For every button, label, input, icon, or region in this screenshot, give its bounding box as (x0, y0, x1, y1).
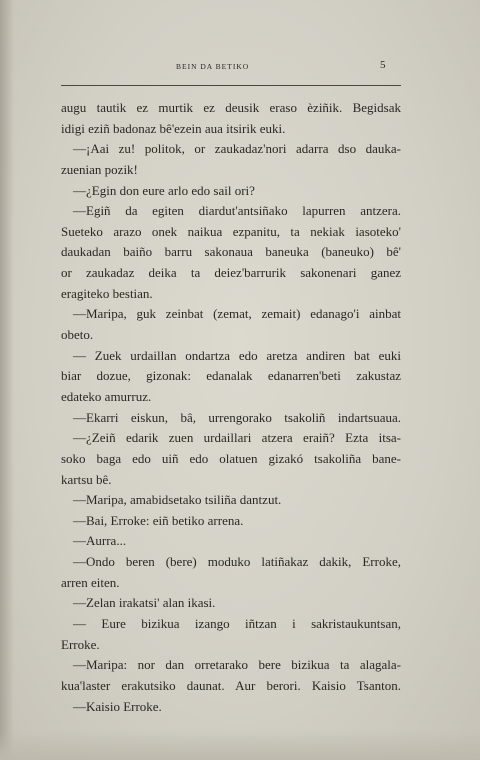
text-line: — Zuek urdaillan ondartza edo aretza andiren bat euki (73, 347, 401, 363)
header-rule (61, 85, 401, 86)
text-line: —Aurra... (73, 533, 127, 549)
body-text (61, 98, 401, 717)
text-line: — Eure bizikua izango iñtzan i sakristaukuntsan, (73, 616, 401, 632)
text-line: —¡Aai zu! politok, or zaukadaz'nori adarra dso dauka- (73, 141, 401, 157)
text-line: biar dozue, gizonak: edanalak edanarren'beti zakustaz (61, 368, 401, 384)
text-line: —Ekarri eiskun, bâ, urrengorako tsakoliñ indartsuaua. (73, 409, 401, 425)
page-number: 5 (380, 59, 386, 71)
text-line: —¿Egin don eure arlo edo sail ori? (73, 182, 255, 198)
text-line: edateko amurruz. (61, 388, 152, 404)
text-line: obeto. (61, 327, 94, 343)
text-line: Sueteko arazo onek naikua ezpanitu, ta nekiak iasoteko' (61, 223, 401, 239)
text-line: —Kaisio Erroke. (73, 698, 162, 714)
text-line: soko baga edo uiñ edo olatuen gizakó tsakoliña bane- (61, 450, 401, 466)
text-line: augu tautik ez murtik ez deusik eraso èziñik. Begidsak (61, 100, 401, 115)
running-head: BEIN DA BETIKO (176, 62, 250, 71)
text-line: —Zelan irakatsi' alan ikasi. (73, 595, 216, 611)
text-line: —¿Zeiñ edarik zuen urdaillari atzera eraiñ? Ezta itsa- (73, 430, 401, 446)
text-line: Erroke. (61, 636, 100, 652)
text-line: or zaukadaz deika ta deiez'barrurik sakonenari ganez (61, 265, 401, 281)
text-line: —Bai, Erroke: eiñ betiko arrena. (73, 512, 244, 528)
text-line: —Ondo beren (bere) moduko latiñakaz dakik, Erroke, (73, 554, 401, 570)
text-line: idigi eziñ badonaz bê'ezein aua itsirik euki. (61, 120, 286, 136)
text-line: daukadan baiño barru sakonaua baneuka (baneuko) bê' (61, 244, 401, 260)
text-line: —Maripa, guk zeinbat (zemat, zemait) edanago'i ainbat (73, 306, 401, 322)
text-line: —Maripa, amabidsetako tsiliña dantzut. (73, 492, 282, 508)
text-line: arren eiten. (61, 574, 120, 590)
text-line: kartsu bê. (61, 471, 112, 487)
text-line: zuenian pozik! (61, 161, 138, 177)
text-line: eragiteko bestian. (61, 285, 153, 301)
text-line: —Egiñ da egiten diardut'antsiñako lapurren antzera. (73, 203, 401, 219)
text-line: kua'laster erakutsiko daunat. Aur berori. Kaisio Tsanton. (61, 677, 401, 693)
text-line: —Maripa: nor dan orretarako bere bizikua ta alagala- (73, 657, 401, 673)
